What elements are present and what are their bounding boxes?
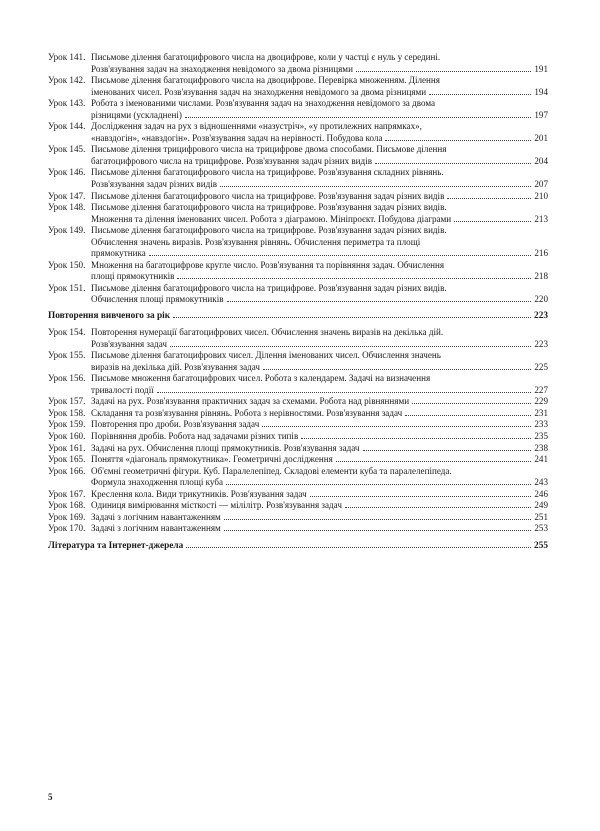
lesson-title [91, 98, 548, 121]
lesson-title-line: Розв'язування задач різних видів [91, 179, 218, 190]
lesson-label: Урок 155. [48, 350, 86, 361]
lesson-title [91, 373, 548, 396]
lesson-title-line: різницями (ускладнені) [91, 109, 182, 120]
dot-leader [336, 461, 532, 462]
lesson-title [91, 260, 548, 283]
lesson-title [91, 202, 548, 225]
lesson-label: Урок 154. [48, 327, 86, 338]
lesson-page-number: 197 [534, 109, 548, 120]
lesson-title-line: Задачі з логічним навантаженням [91, 523, 221, 534]
lesson-title-line: Креслення кола. Види трикутників. Розв'язування задач [91, 488, 307, 499]
dot-leader [375, 163, 531, 164]
lesson-page-number: 251 [534, 511, 548, 522]
lesson-title-line: Повторення про дроби. Розв'язування задач [91, 419, 260, 430]
lesson-page-number: 207 [534, 179, 548, 190]
lesson-title-line: Порівняння дробів. Робота над задачами різних типів [91, 430, 299, 441]
lesson-page-number: 229 [534, 396, 548, 407]
lesson-page-number: 204 [534, 155, 548, 166]
lesson-title-line: Складання та розв'язування рівнянь. Робота з нерівностями. Розв'язування задач [91, 407, 403, 418]
toc-entry [48, 121, 548, 144]
toc-lessons-group-1 [48, 52, 548, 306]
table-of-contents [48, 52, 548, 557]
dot-leader [385, 140, 531, 141]
lesson-page-number: 218 [534, 271, 548, 282]
lesson-page-number: 210 [534, 190, 548, 201]
toc-entry [48, 167, 548, 190]
dot-leader [220, 186, 531, 187]
toc-entry [48, 191, 548, 203]
lesson-title-line: Задачі на рух. Розв'язування практичних задач за схемами. Робота над рівняннями [91, 396, 410, 407]
lesson-title [91, 408, 548, 420]
lesson-title [91, 191, 548, 203]
section-title: Література та Інтернет-джерела [48, 540, 184, 551]
dot-leader [224, 519, 532, 520]
toc-entry [48, 466, 548, 489]
lesson-title [91, 396, 548, 408]
lesson-title-line: Обчислення значень виразів. Розв'язування рівнянь. Обчислення периметра та площі [91, 236, 421, 247]
dot-leader [170, 346, 531, 347]
dot-leader [149, 255, 532, 256]
lesson-page-number: 235 [534, 430, 548, 441]
dot-leader [345, 507, 531, 508]
dot-leader [356, 71, 531, 72]
lesson-page-number: 191 [534, 63, 548, 74]
lesson-title [91, 75, 548, 98]
lesson-title [91, 512, 548, 524]
lesson-label: Урок 169. [48, 511, 86, 522]
lesson-label: Урок 145. [48, 144, 86, 155]
toc-entry [48, 327, 548, 350]
toc-entry [48, 489, 548, 501]
lesson-page-number: 220 [534, 294, 548, 305]
toc-entry [48, 144, 548, 167]
dot-leader [310, 496, 532, 497]
lesson-title [91, 443, 548, 455]
lesson-page-number: 231 [534, 407, 548, 418]
lesson-title-line: Задачі з логічним навантаженням [91, 511, 221, 522]
lesson-page-number: 194 [534, 86, 548, 97]
lesson-title-line: прямокутника [91, 248, 146, 259]
section-page-number: 223 [534, 311, 548, 322]
lesson-title-line: Об'ємні геометричні фігури. Куб. Паралелепіпед. Складові елементи куба та паралелепіпеда. [91, 465, 452, 476]
lesson-title [91, 454, 548, 466]
toc-entry [48, 408, 548, 420]
lesson-label: Урок 157. [48, 396, 86, 407]
lesson-page-number: 213 [534, 213, 548, 224]
lesson-title-line: Письмове ділення багатоцифрового числа на трицифрове. Розв'язування задач різних видів. [91, 202, 447, 213]
lesson-title [91, 167, 548, 190]
lesson-title-line: Поняття «діагональ прямокутника». Геометричні дослідження [91, 454, 333, 465]
lesson-page-number: 246 [534, 488, 548, 499]
lesson-label: Урок 150. [48, 259, 86, 270]
lesson-label: Урок 156. [48, 373, 86, 384]
toc-entry [48, 373, 548, 396]
lesson-label: Урок 165. [48, 454, 86, 465]
lesson-page-number: 243 [534, 477, 548, 488]
lesson-title-line: Письмове множення багатоцифрових чисел. Робота з календарем. Задачі на визначення [91, 373, 431, 384]
lesson-title [91, 431, 548, 443]
lesson-title-line: Робота з іменованими числами. Розв'язування задач на знаходження невідомого за двома [91, 98, 436, 109]
toc-entry [48, 52, 548, 75]
lesson-title-line: Повторення нумерації багатоцифрових чисел. Обчислення значень виразів на декілька дій. [91, 327, 444, 338]
lesson-title-line: виразів на декілька дій. Розв'язування задач [91, 361, 260, 372]
lesson-page-number: 225 [534, 361, 548, 372]
lesson-title-line: Письмове ділення багатоцифрових чисел. Ділення іменованих чисел. Обчислення значень [91, 350, 441, 361]
lesson-title [91, 225, 548, 260]
lesson-title [91, 466, 548, 489]
lesson-label: Урок 167. [48, 488, 86, 499]
dot-leader [363, 450, 532, 451]
lesson-title-line: Розв'язування задач [91, 338, 167, 349]
lesson-title-line: Задачі на рух. Обчислення площі прямокутників. Розв'язування задач [91, 442, 360, 453]
lesson-page-number: 233 [534, 419, 548, 430]
lesson-title-line: Письмове ділення багатоцифрового числа на трицифрове. Розв'язування задач різних видів. [91, 225, 447, 236]
toc-entry [48, 419, 548, 431]
lesson-title-line: Одиниця вимірювання місткості — мілілітр. Розв'язування задач [91, 500, 342, 511]
page-number: 5 [48, 792, 53, 802]
dot-leader [262, 426, 531, 427]
dot-leader [177, 278, 531, 279]
lesson-title-line: «навздогін», «навздогін». Розв'язування задач на нерівності. Побудова кола [91, 132, 383, 143]
lesson-title [91, 419, 548, 431]
lesson-page-number: 223 [534, 338, 548, 349]
lesson-title [91, 350, 548, 373]
lesson-label: Урок 144. [48, 121, 86, 132]
lesson-title-line: Письмове ділення багатоцифрового числа на двоцифрове, коли у частці є нуль у середині. [91, 52, 441, 62]
section-title: Повторення вивченого за рік [48, 311, 171, 322]
toc-entry [48, 260, 548, 283]
lesson-label: Урок 151. [48, 282, 86, 293]
lesson-page-number: 253 [534, 523, 548, 534]
dot-leader [157, 392, 532, 393]
toc-lessons-group-2 [48, 327, 548, 535]
dot-leader [186, 547, 531, 548]
toc-entry [48, 396, 548, 408]
toc-entry [48, 283, 548, 306]
toc-entry [48, 500, 548, 512]
lesson-label: Урок 147. [48, 190, 86, 201]
lesson-label: Урок 142. [48, 75, 86, 86]
lesson-label: Урок 161. [48, 442, 86, 453]
dot-leader [301, 438, 531, 439]
lesson-page-number: 227 [534, 384, 548, 395]
lesson-title-line: Множення та ділення іменованих чисел. Робота з діаграмою. Мініпроєкт. Побудова діаграми [91, 213, 452, 224]
lesson-title [91, 489, 548, 501]
lesson-label: Урок 141. [48, 52, 86, 62]
section-page-number: 255 [534, 540, 548, 551]
lesson-title-line: іменованих чисел. Розв'язування задач на знаходження невідомого за двома різницями [91, 86, 427, 97]
dot-leader [224, 530, 532, 531]
toc-entry [48, 98, 548, 121]
toc-entry [48, 431, 548, 443]
dot-leader [173, 317, 531, 318]
lesson-page-number: 249 [534, 500, 548, 511]
dot-leader [226, 484, 531, 485]
dot-leader [227, 301, 532, 302]
lesson-title-line: Множення на багатоцифрове кругле число. Розв'язування та порівняння задач. Обчислення [91, 259, 445, 270]
lesson-title [91, 523, 548, 535]
lesson-page-number: 238 [534, 442, 548, 453]
dot-leader [405, 415, 531, 416]
lesson-label: Урок 149. [48, 225, 86, 236]
lesson-page-number: 241 [534, 454, 548, 465]
dot-leader [263, 369, 531, 370]
lesson-title [91, 121, 548, 144]
toc-entry [48, 75, 548, 98]
lesson-title-line: Розв'язування задач на знаходження невідомого за двома різницями [91, 63, 353, 74]
toc-section-literature [48, 540, 548, 552]
lesson-title [91, 327, 548, 350]
lesson-title-line: Формула знаходження площі куба [91, 477, 224, 488]
toc-entry [48, 202, 548, 225]
lesson-title-line: Письмове ділення багатоцифрового числа на трицифрове. Розв'язування задач різних видів [91, 190, 445, 201]
toc-section-repeat [48, 310, 548, 322]
lesson-label: Урок 170. [48, 523, 86, 534]
lesson-title-line: Письмове ділення багатоцифрового числа на двоцифрове. Перевірка множенням. Ділення [91, 75, 440, 86]
lesson-title [91, 52, 548, 75]
lesson-page-number: 201 [534, 132, 548, 143]
lesson-label: Урок 166. [48, 465, 86, 476]
toc-entry [48, 523, 548, 535]
lesson-title [91, 500, 548, 512]
toc-entry [48, 350, 548, 373]
lesson-title-line: Письмове ділення багатоцифрового числа на трицифрове. Розв'язування складних рівнянь. [91, 167, 444, 178]
lesson-label: Урок 143. [48, 98, 86, 109]
toc-entry [48, 225, 548, 260]
dot-leader [454, 221, 531, 222]
lesson-label: Урок 146. [48, 167, 86, 178]
dot-leader [412, 403, 531, 404]
lesson-title-line: площі прямокутників [91, 271, 175, 282]
toc-entry [48, 512, 548, 524]
lesson-title [91, 283, 548, 306]
lesson-label: Урок 159. [48, 419, 86, 430]
lesson-title-line: тривалості події [91, 384, 154, 395]
lesson-page-number: 216 [534, 248, 548, 259]
dot-leader [185, 117, 531, 118]
lesson-label: Урок 168. [48, 500, 86, 511]
lesson-label: Урок 148. [48, 202, 86, 213]
lesson-title-line: Дослідження задач на рух з відношеннями «назустріч», «у протилежних напрямках», [91, 121, 422, 132]
lesson-label: Урок 160. [48, 430, 86, 441]
lesson-title-line: Обчислення площі прямокутників [91, 294, 224, 305]
lesson-title-line: Письмове ділення багатоцифрового числа на трицифрове. Розв'язування задач різних видів. [91, 282, 447, 293]
dot-leader [429, 94, 531, 95]
dot-leader [447, 198, 531, 199]
lesson-title-line: багатоцифрового числа на трицифрове. Розв'язування задач різних видів [91, 155, 372, 166]
toc-entry [48, 454, 548, 466]
toc-entry [48, 443, 548, 455]
lesson-title-line: Письмове ділення трицифрового числа на трицифрове двома способами. Письмове ділення [91, 144, 447, 155]
lesson-label: Урок 158. [48, 407, 86, 418]
lesson-title [91, 144, 548, 167]
